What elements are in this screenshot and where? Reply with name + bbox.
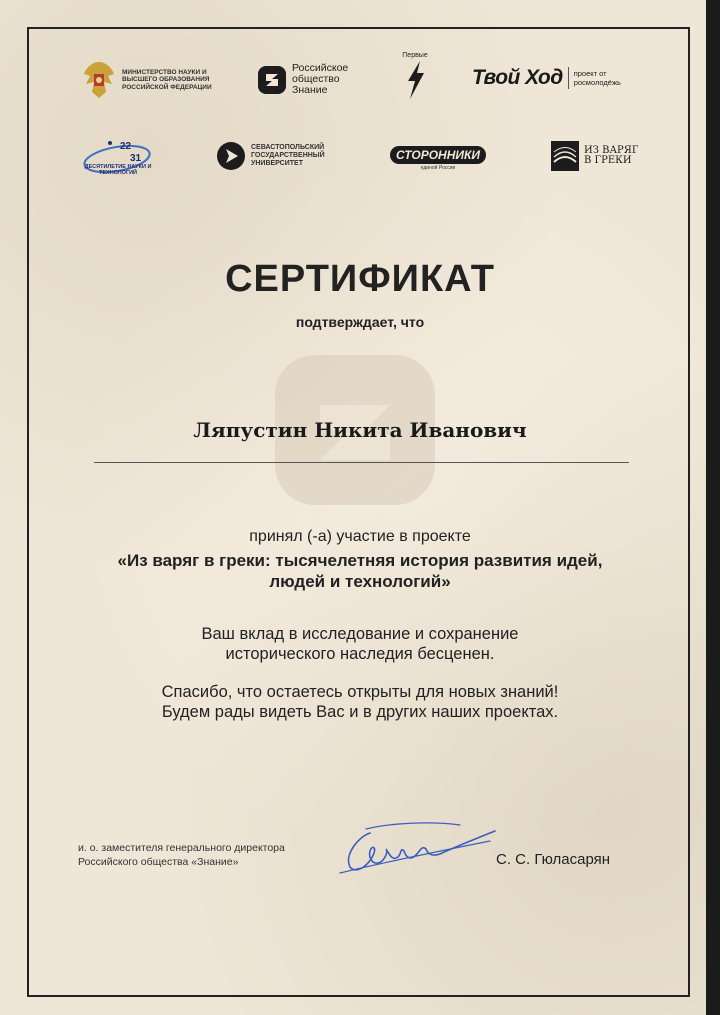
certificate-subtitle: подтверждает, что xyxy=(295,314,425,330)
signer-name: С. С. Гюласарян xyxy=(496,851,611,868)
scan-edge xyxy=(706,0,720,1015)
project-name xyxy=(80,550,640,592)
znanie-logo xyxy=(258,63,372,96)
participation-text: принял (-а) участие в проекте xyxy=(249,528,471,545)
varyag-ship-icon xyxy=(550,140,580,172)
thanks-line1: Спасибо, что остаетесь открыты для новых знаний! xyxy=(161,683,559,701)
varyag-logo-text: ИЗ ВАРЯГ В ГРЕКИ xyxy=(584,145,639,166)
recipient-underline xyxy=(94,462,629,463)
contribution-text xyxy=(100,624,620,664)
contribution-line1: Ваш вклад в исследование и сохранение xyxy=(201,625,519,643)
varyag-logo xyxy=(550,140,644,172)
znanie-logo-text: Российское общество Знание xyxy=(292,62,349,96)
decade-number-bottom: 31 xyxy=(130,153,142,164)
ministry-logo-text: МИНИСТЕРСТВО НАУКИ И ВЫСШЕГО ОБРАЗОВАНИЯ РОССИЙСКОЙ ФЕДЕРАЦИИ xyxy=(122,68,212,91)
russian-emblem-icon xyxy=(80,58,118,102)
pervye-bolt-icon xyxy=(402,59,428,101)
decade-logo-text: ДЕСЯТИЛЕТИЕ НАУКИ И ТЕХНОЛОГИЙ xyxy=(84,164,152,176)
decade-logo xyxy=(80,133,154,181)
signer-title-line2: Российского общества «Знание» xyxy=(78,856,239,868)
ministry-logo xyxy=(80,58,227,102)
sevastopol-logo-text: СЕВАСТОПОЛЬСКИЙ ГОСУДАРСТВЕННЫЙ УНИВЕРСИТЕТ xyxy=(251,144,325,167)
thanks-line2: Будем рады видеть Вас и в других наших проектах. xyxy=(161,703,559,721)
tvoy-hod-text: Твой Ход xyxy=(472,66,563,89)
signer-title-line1: и. о. заместителя генерального директора xyxy=(78,842,285,854)
thanks-text xyxy=(80,682,640,722)
signer-title xyxy=(78,841,338,869)
pervye-logo xyxy=(402,52,428,101)
decade-number-top: 22 xyxy=(120,141,132,152)
sevastopol-arrow-icon xyxy=(216,141,246,171)
storonniki-logo xyxy=(390,146,486,171)
certificate-title: СЕРТИФИКАТ xyxy=(225,258,495,300)
contribution-line2: исторического наследия бесценен. xyxy=(225,645,495,663)
tvoy-hod-logo xyxy=(472,66,644,90)
project-name-line1: «Из варяг в греки: тысячелетняя история развития идей, xyxy=(117,551,603,570)
recipient-name: Ляпустин Никита Иванович xyxy=(193,418,527,442)
project-name-line2: людей и технологий» xyxy=(269,572,451,591)
sevastopol-logo xyxy=(216,141,341,171)
handwritten-signature-icon xyxy=(330,815,500,880)
pervye-logo-text: Первые xyxy=(402,52,428,59)
storonniki-text: СТОРОННИКИ xyxy=(390,146,486,164)
znanie-icon xyxy=(258,66,286,94)
storonniki-subtext: единой России xyxy=(420,165,456,171)
tvoy-hod-subtext: проект от росмолодёжь xyxy=(573,69,621,87)
